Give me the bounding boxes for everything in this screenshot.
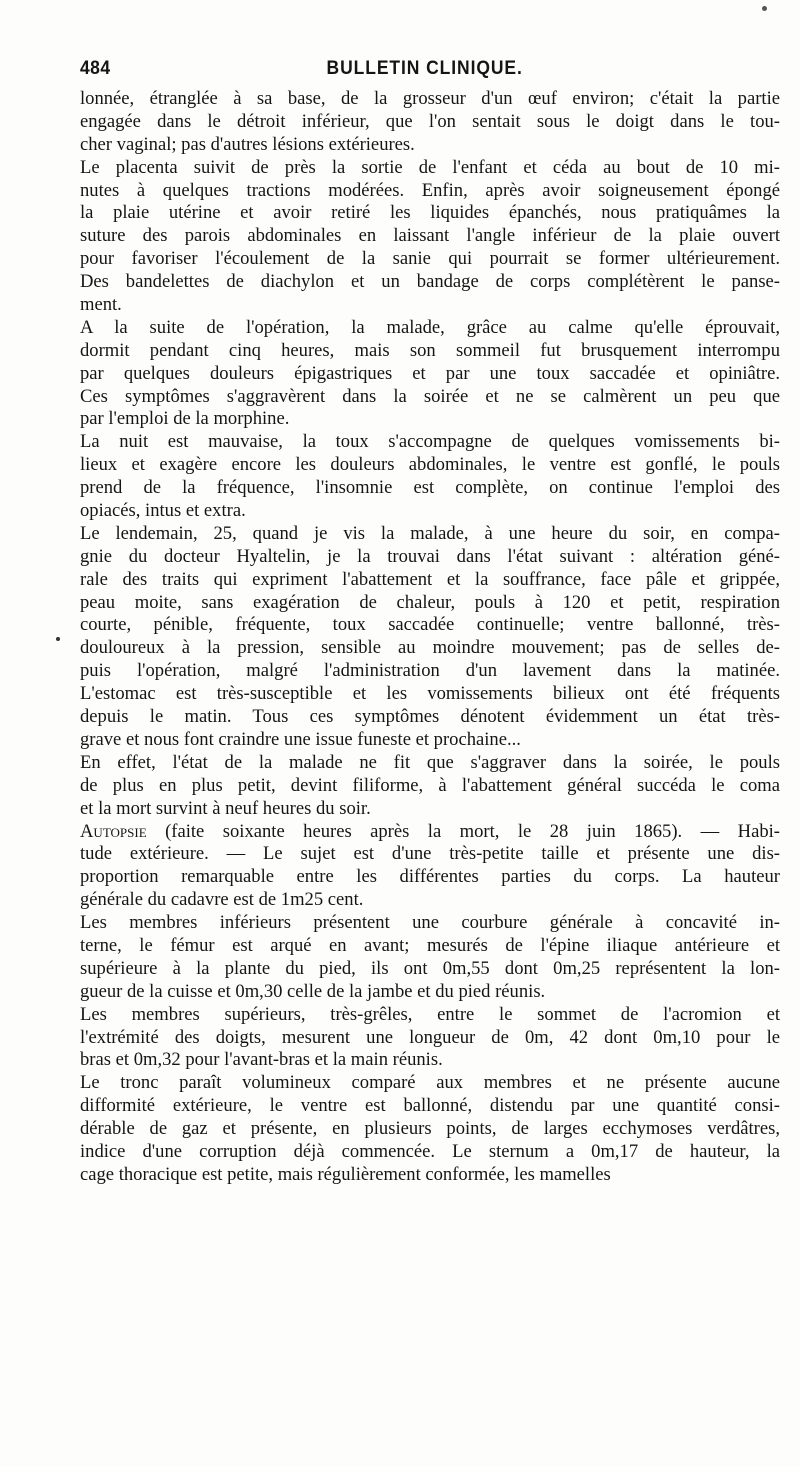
line-text: grave et nous font craindre une issue funeste et prochaine... <box>80 728 521 750</box>
text-line <box>80 363 780 386</box>
line-text: bras et 0m,32 pour l'avant-bras et la main réunis. <box>80 1049 443 1071</box>
text-line <box>80 775 780 798</box>
line-text: douloureux à la pression, sensible au moindre mouvement; pas de selles de- <box>80 637 780 659</box>
line-text: courte, pénible, fréquente, toux saccadée continuelle; ventre ballonné, très- <box>80 614 780 636</box>
line-text: Le placenta suivit de près la sortie de l'enfant et céda au bout de 10 mi- <box>80 156 780 178</box>
text-line <box>80 614 780 637</box>
line-text: gueur de la cuisse et 0m,30 celle de la jambe et du pied réunis. <box>80 980 546 1002</box>
text-line <box>80 660 780 683</box>
text-line <box>80 912 780 935</box>
line-text: nutes à quelques tractions modérées. Enfin, après avoir soigneusement épongé <box>80 179 780 201</box>
line-text: cage thoracique est petite, mais régulièrement conformée, les mamelles <box>80 1163 611 1185</box>
text-line <box>80 1141 780 1164</box>
paragraph <box>80 317 780 431</box>
text-line <box>80 843 780 866</box>
line-text: dormit pendant cinq heures, mais son sommeil fut brusquement interrompu <box>80 339 780 361</box>
paragraph <box>80 431 780 523</box>
text-line <box>80 569 780 592</box>
line-text: et la mort survint à neuf heures du soir. <box>80 797 371 819</box>
text-line <box>80 202 780 225</box>
line-text: lonnée, étranglée à sa base, de la grosseur d'un œuf environ; c'était la partie <box>80 88 780 109</box>
section-heading: Autopsie <box>80 820 147 842</box>
line-text: par quelques douleurs épigastriques et par une toux saccadée et opiniâtre. <box>80 362 780 384</box>
text-line <box>80 454 780 477</box>
paragraph <box>80 752 780 821</box>
line-text: L'estomac est très-susceptible et les vomissements bilieux ont été fréquents <box>80 683 780 705</box>
text-line <box>80 546 780 569</box>
text-line <box>80 981 780 1004</box>
text-line <box>80 431 780 454</box>
text-line <box>80 408 780 431</box>
text-line <box>80 294 780 317</box>
text-line <box>80 1049 780 1072</box>
text-line <box>80 180 780 203</box>
line-text: cher vaginal; pas d'autres lésions extérieures. <box>80 133 415 155</box>
text-line <box>80 340 780 363</box>
line-text: (faite soixante heures après la mort, le 28 juin 1865). — Habi- <box>146 820 780 842</box>
text-line <box>80 477 780 500</box>
text-line <box>80 271 780 294</box>
line-text: par l'emploi de la morphine. <box>80 408 290 430</box>
line-text: A la suite de l'opération, la malade, grâce au calme qu'elle éprouvait, <box>80 316 780 338</box>
margin-dot <box>56 637 60 641</box>
line-text: suture des parois abdominales en laissant l'angle inférieur de la plaie ouvert <box>80 225 780 247</box>
line-text: ment. <box>80 294 122 316</box>
line-text: indice d'une corruption déjà commencée. Le sternum a 0m,17 de hauteur, la <box>80 1140 780 1162</box>
text-line <box>80 225 780 248</box>
paragraph <box>80 523 780 752</box>
line-text: depuis le matin. Tous ces symptômes dénotent évidemment un état très- <box>80 706 780 728</box>
paragraph <box>80 1004 780 1073</box>
line-text: Les membres inférieurs présentent une courbure générale à concavité in- <box>80 912 780 934</box>
page-header <box>80 58 724 88</box>
paragraph <box>80 1072 780 1186</box>
text-line <box>80 157 780 180</box>
text-line <box>80 866 780 889</box>
text-line <box>80 500 780 523</box>
text-line <box>80 1072 780 1095</box>
line-text: En effet, l'état de la malade ne fit que s'aggraver dans la soirée, le pouls <box>80 751 780 773</box>
line-text: peau moite, sans exagération de chaleur, pouls à 120 et petit, respiration <box>80 591 780 613</box>
line-text: supérieure à la plante du pied, ils ont 0m,55 dont 0m,25 représentent la lon- <box>80 957 780 979</box>
paragraph <box>80 157 780 317</box>
text-line <box>80 683 780 706</box>
line-text: pour favoriser l'écoulement de la sanie qui pourrait se former ultérieurement. <box>80 248 780 270</box>
line-text: tude extérieure. — Le sujet est d'une très-petite taille et présente une dis- <box>80 843 780 865</box>
line-text: de plus en plus petit, devint filiforme, à l'abattement général succéda le coma <box>80 774 780 796</box>
text-line <box>80 317 780 340</box>
paragraph <box>80 821 780 913</box>
line-text: engagée dans le détroit inférieur, que l'on sentait sous le doigt dans le tou- <box>80 110 780 132</box>
page-number: 484 <box>80 58 111 79</box>
text-line <box>80 134 780 157</box>
text-line <box>80 1118 780 1141</box>
text-line <box>80 729 780 752</box>
line-text: opiacés, intus et extra. <box>80 500 246 522</box>
line-text: Des bandelettes de diachylon et un bandage de corps complétèrent le panse- <box>80 271 780 293</box>
text-line <box>80 637 780 660</box>
text-line <box>80 935 780 958</box>
line-text: rale des traits qui expriment l'abattement et la souffrance, face pâle et grippée, <box>80 568 780 590</box>
text-line <box>80 88 780 111</box>
line-text: Le tronc paraît volumineux comparé aux membres et ne présente aucune <box>80 1072 780 1094</box>
line-text: l'extrémité des doigts, mesurent une longueur de 0m, 42 dont 0m,10 pour le <box>80 1026 780 1048</box>
line-text: Les membres supérieurs, très-grêles, entre le sommet de l'acromion et <box>80 1003 780 1025</box>
running-title: BULLETIN CLINIQUE. <box>326 58 523 79</box>
line-text: Ces symptômes s'aggravèrent dans la soirée et ne se calmèrent un peu que <box>80 385 780 407</box>
text-line <box>80 523 780 546</box>
body-text <box>80 88 780 1187</box>
text-line <box>80 706 780 729</box>
paragraph <box>80 88 780 157</box>
text-line <box>80 821 780 844</box>
line-text: générale du cadavre est de 1m25 cent. <box>80 889 364 911</box>
line-text: proportion remarquable entre les différentes parties du corps. La hauteur <box>80 866 780 888</box>
line-text: la plaie utérine et avoir retiré les liquides épanchés, nous pratiquâmes la <box>80 202 780 224</box>
line-text: difformité extérieure, le ventre est ballonné, distendu par une quantité consi- <box>80 1095 780 1117</box>
text-line <box>80 752 780 775</box>
text-line <box>80 958 780 981</box>
line-text: gnie du docteur Hyaltelin, je la trouvai dans l'état suivant : altération géné- <box>80 545 780 567</box>
text-line <box>80 386 780 409</box>
text-line <box>80 1164 780 1187</box>
text-line <box>80 889 780 912</box>
line-text: Le lendemain, 25, quand je vis la malade, à une heure du soir, en compa- <box>80 522 780 544</box>
line-text: puis l'opération, malgré l'administration d'un lavement dans la matinée. <box>80 660 780 682</box>
line-text: dérable de gaz et présente, en plusieurs points, de larges ecchymoses verdâtres, <box>80 1118 780 1140</box>
corner-speck <box>762 6 767 11</box>
text-line <box>80 592 780 615</box>
line-text: prend de la fréquence, l'insomnie est complète, on continue l'emploi des <box>80 477 780 499</box>
text-line <box>80 111 780 134</box>
text-line <box>80 1004 780 1027</box>
text-line <box>80 798 780 821</box>
text-line <box>80 1027 780 1050</box>
text-line <box>80 1095 780 1118</box>
line-text: terne, le fémur est arqué en avant; mesurés de l'épine iliaque antérieure et <box>80 934 780 956</box>
paragraph <box>80 912 780 1004</box>
text-line <box>80 248 780 271</box>
line-text: lieux et exagère encore les douleurs abdominales, le ventre est gonflé, le pouls <box>80 454 780 476</box>
line-text: La nuit est mauvaise, la toux s'accompagne de quelques vomissements bi- <box>80 431 780 453</box>
